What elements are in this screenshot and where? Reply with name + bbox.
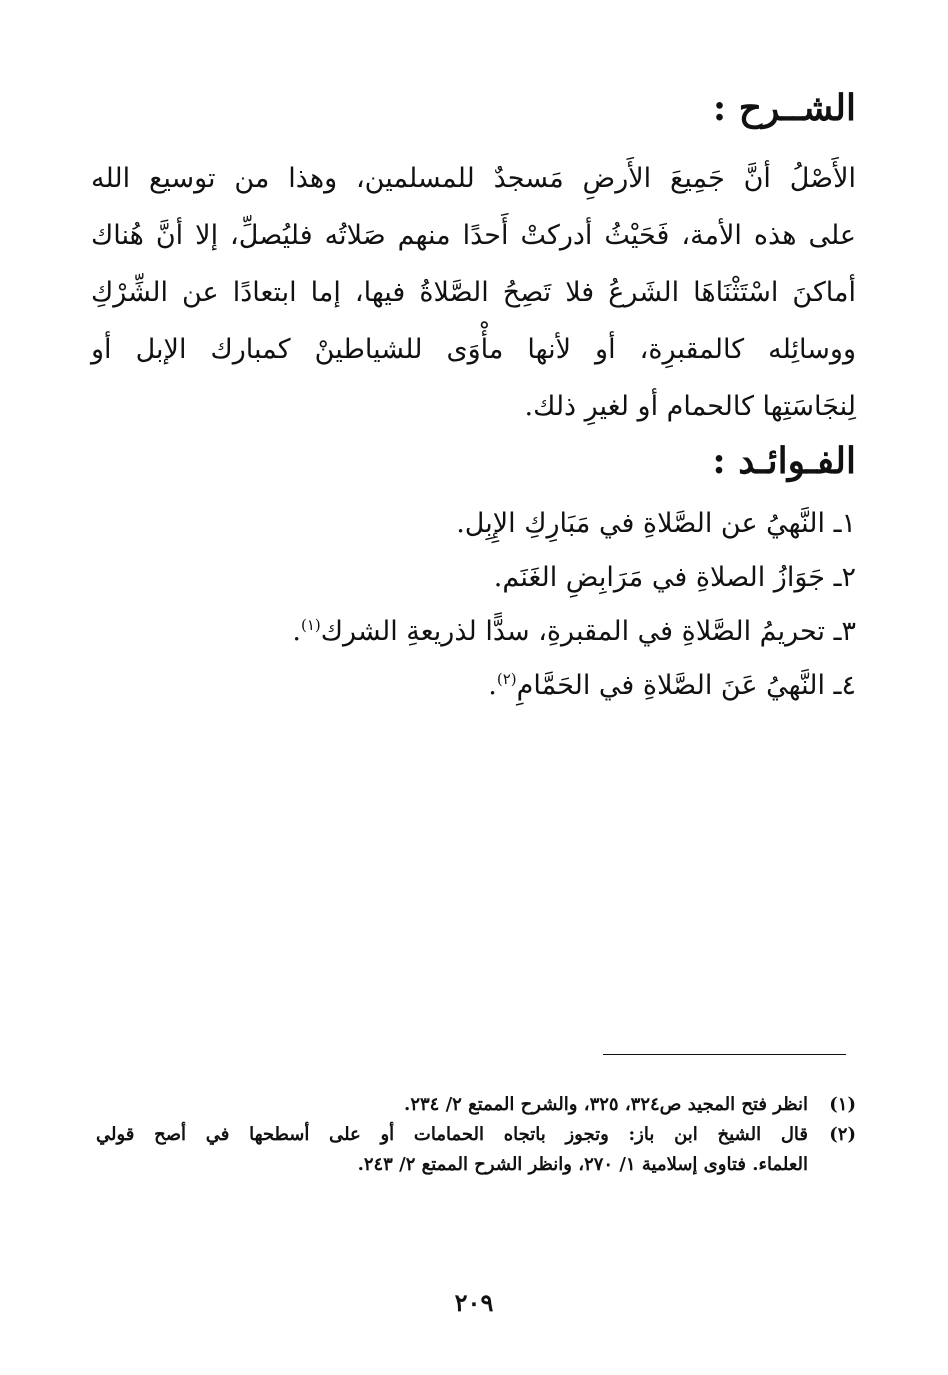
- footnote-number: (١): [829, 1094, 856, 1115]
- benefit-item: [91, 497, 856, 551]
- footnote-number: (٢): [829, 1124, 856, 1145]
- benefit-text: ٢ـ جَوَازُ الصلاةِ في مَرَابِضِ الغَنَم.: [493, 562, 856, 593]
- paragraph-line: لِنجَاسَتِها كالحمام أو لغيرِ ذلك.: [524, 391, 856, 422]
- benefit-item: [91, 551, 856, 605]
- footnote-item: [96, 1120, 856, 1180]
- footnote-line: قال الشيخ ابن باز: وتجوز باتجاه الحمامات أو على أسطحها في أصح قولي: [96, 1124, 808, 1145]
- footnote-item: [96, 1090, 856, 1120]
- paragraph-line: أماكنَ اسْتَثْنَاهَا الشَرعُ فلا تَصِحُ الصَّلاةُ فيها، إما ابتعادًا عن الشِّرْكِ: [91, 277, 856, 308]
- paragraph-line: ووسائِله كالمقبرِة، أو لأنها مأْوَى للشياطينْ كمبارك الإبل أو: [91, 334, 856, 365]
- explanation-paragraph: [91, 150, 856, 435]
- page-number: ٢٠٩: [454, 1288, 494, 1317]
- footnotes: [96, 1090, 856, 1180]
- footnote-line: العلماء. فتاوى إسلامية ١/ ٢٧٠، وانظر الشرح الممتع ٢/ ٢٤٣.: [357, 1154, 808, 1175]
- paragraph-line: على هذه الأمة، فَحَيْثُ أدركتْ أَحدًا منهم صَلاتُه فليُصلِّ، إلا أنَّ هُناك: [91, 220, 856, 251]
- benefits-list: [91, 497, 856, 713]
- benefit-item: [91, 659, 856, 713]
- section-heading-benefits: الفـوائـد :: [712, 440, 856, 482]
- footnote-reference[interactable]: (١): [300, 616, 321, 634]
- footnote-reference[interactable]: (٢): [496, 670, 517, 688]
- benefit-text: ٤ـ النَّهيُ عَنَ الصَّلاةِ في الحَمَّامِ: [516, 670, 856, 701]
- benefit-item: [91, 605, 856, 659]
- benefit-text: ١ـ النَّهيُ عن الصَّلاةِ في مَبَارِكِ الإِبِل.: [456, 508, 856, 539]
- footnote-divider: [603, 1054, 846, 1055]
- benefit-end-punctuation: .: [488, 670, 497, 701]
- section-heading-explanation: الشــرح :: [712, 87, 856, 129]
- benefit-text: ٣ـ تحريمُ الصَّلاةِ في المقبرةِ، سدًّا لذريعةِ الشرك: [320, 616, 856, 647]
- footnote-line: انظر فتح المجيد ص٣٢٤، ٣٢٥، والشرح الممتع ٢/ ٢٣٤.: [404, 1094, 808, 1115]
- paragraph-line: الأَصْلُ أنَّ جَمِيعَ الأَرضِ مَسجدٌ للمسلمين، وهذا من توسيع الله: [91, 163, 856, 194]
- benefit-end-punctuation: .: [292, 616, 301, 647]
